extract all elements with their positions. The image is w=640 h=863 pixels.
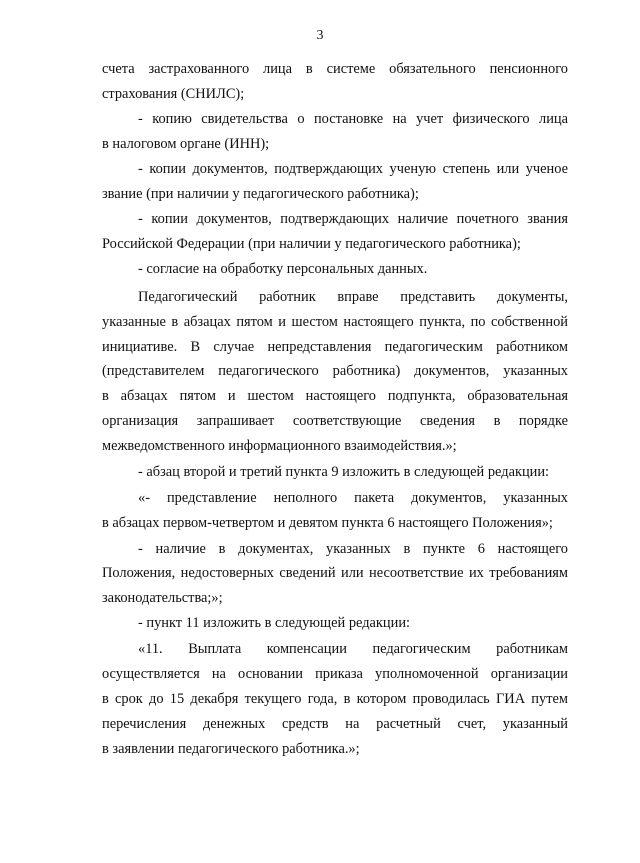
text-line: - наличие в документах, указанных в пункте 6 настоящего (138, 541, 568, 557)
text-line: законодательства;»; (102, 590, 223, 606)
text-line: в налоговом органе (ИНН); (102, 136, 270, 152)
text-line: Российской Федерации (при наличии у педагогического работника); (102, 236, 521, 252)
text-line: - абзац второй и третий пункта 9 изложить в следующей редакции: (138, 464, 550, 480)
text-line: в срок до 15 декабря текущего года, в котором проводилась ГИА путем (102, 691, 568, 707)
text-line: Педагогический работник вправе представить документы, (138, 289, 568, 305)
text-line: межведомственного информационного взаимодействия.»; (102, 438, 457, 454)
text-line: - согласие на обработку персональных данных. (138, 261, 428, 277)
text-line: страхования (СНИЛС); (102, 86, 245, 102)
text-line: «- представление неполного пакета документов, указанных (138, 490, 568, 506)
text-line: - копии документов, подтверждающих ученую степень или ученое (138, 161, 568, 177)
text-line: - копии документов, подтверждающих наличие почетного звания (138, 211, 568, 227)
text-line: в заявлении педагогического работника.»; (102, 741, 360, 757)
text-line: - пункт 11 изложить в следующей редакции: (138, 615, 411, 631)
text-line: «11. Выплата компенсации педагогическим работникам (138, 641, 568, 657)
text-line: в абзацах пятом и шестом настоящего подпункта, образовательная (102, 388, 568, 404)
text-line: организация запрашивает соответствующие сведения в порядке (102, 413, 568, 429)
text-line: счета застрахованного лица в системе обязательного пенсионного (102, 61, 568, 77)
text-line: звание (при наличии у педагогического работника); (102, 186, 419, 202)
text-line: - копию свидетельства о постановке на учет физического лица (138, 111, 568, 127)
text-line: (представителем педагогического работника) документов, указанных (102, 363, 568, 379)
text-line: указанные в абзацах пятом и шестом настоящего пункта, по собственной (102, 314, 568, 330)
page-number: 3 (316, 28, 324, 43)
text-line: перечисления денежных средств на расчетный счет, указанный (102, 716, 568, 732)
text-line: инициативе. В случае непредставления педагогическим работником (102, 339, 568, 355)
text-line: в абзацах первом-четвертом и девятом пункта 6 настоящего Положения»; (102, 515, 553, 531)
text-line: Положения, недостоверных сведений или несоответствие их требованиям (102, 565, 568, 581)
text-line: осуществляется на основании приказа уполномоченной организации (102, 666, 568, 682)
